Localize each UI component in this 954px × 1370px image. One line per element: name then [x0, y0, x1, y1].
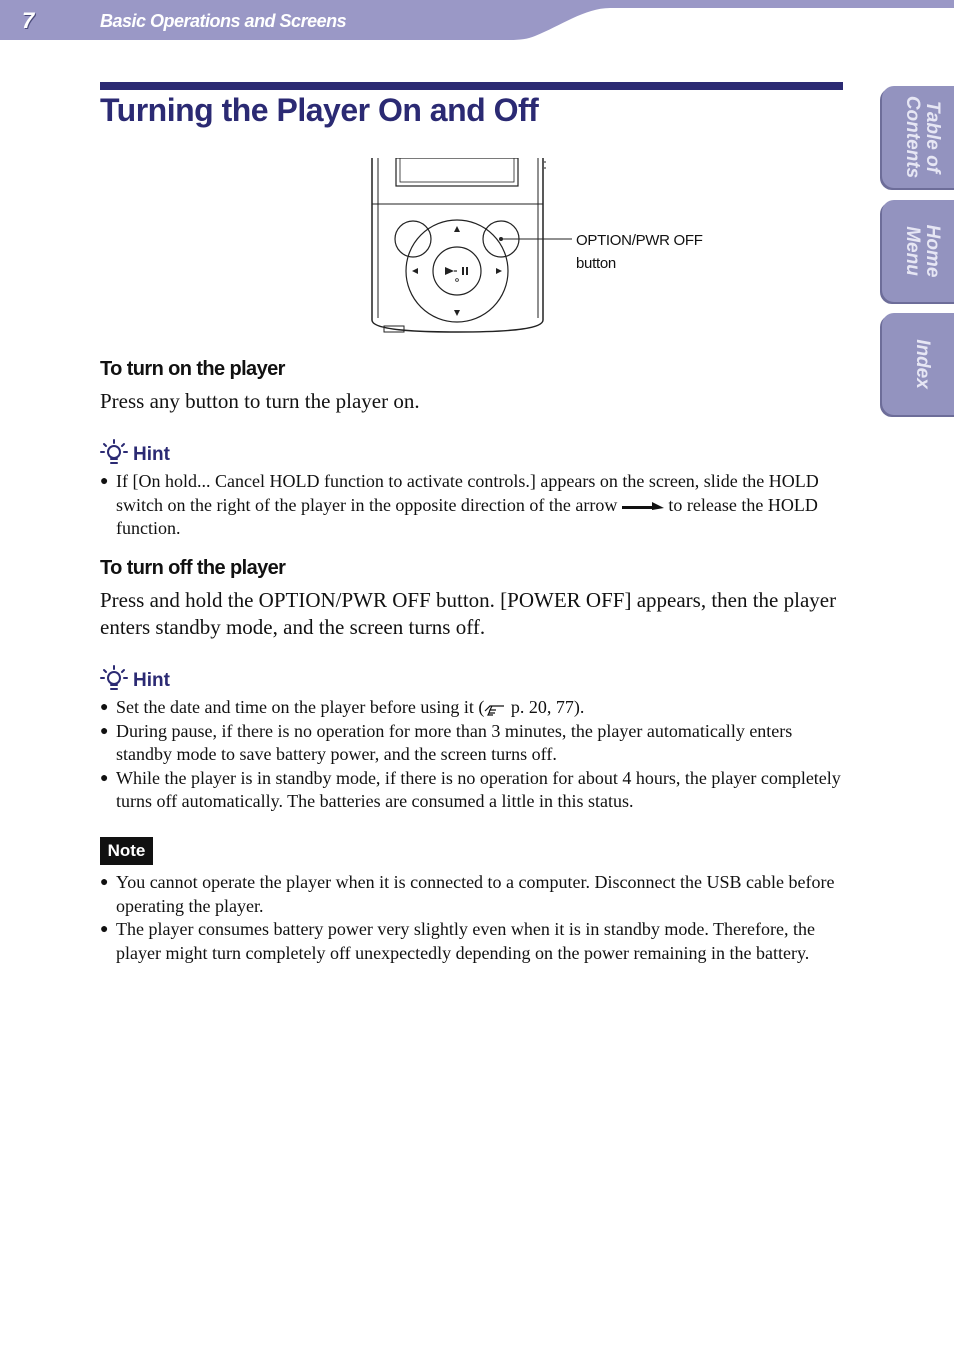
hint2-item-1-text-b: p. 20, 77). — [506, 697, 585, 717]
header-band — [0, 0, 954, 40]
list-item — [100, 918, 845, 965]
list-item — [100, 470, 845, 541]
bullet-icon: ● — [100, 770, 109, 786]
hint2-item-2-text: During pause, if there is no operation for more than 3 minutes, the player automatically enters standby mode to save battery power, and the screen turns off. — [116, 720, 793, 764]
page-number: 7 — [22, 8, 35, 33]
list-item — [100, 767, 845, 814]
pointing-hand-icon[interactable] — [484, 702, 506, 716]
tab-index[interactable] — [882, 313, 954, 415]
hint-label-1: Hint — [133, 444, 170, 465]
callout-line-1: OPTION/PWR OFF — [576, 232, 703, 249]
bullet-icon: ● — [100, 875, 109, 890]
turn-off-heading: To turn off the player — [100, 557, 286, 579]
hint-label-2: Hint — [133, 670, 170, 691]
turn-on-heading: To turn on the player — [100, 358, 285, 380]
callout-line-2: button — [576, 255, 616, 272]
bullet-icon: ● — [100, 723, 109, 739]
option-button-callout — [576, 229, 703, 275]
note-item-1-text: You cannot operate the player when it is connected to a computer. Disconnect the USB cable before operating the player. — [116, 872, 835, 916]
list-item — [100, 720, 845, 767]
hint2-item-3-text: While the player is in standby mode, if there is no operation for about 4 hours, the player completely turns off automatically. The batteries are consumed a little in this status. — [116, 767, 841, 811]
hint1-item-1-text-a: If [On hold... Cancel HOLD function to activate controls.] appears on the screen, slide the HOLD switch on the right of the player in the opposite direction of the arrow — [116, 471, 819, 515]
hint-list-1 — [100, 470, 845, 541]
turn-off-body: Press and hold the OPTION/PWR OFF button. [POWER OFF] appears, then the player enters standby mode, and the screen turns off. — [100, 588, 837, 639]
bullet-icon: ● — [100, 922, 109, 937]
tab-table-of-contents-label: Table of Contents — [902, 95, 943, 179]
note-list — [100, 871, 845, 965]
list-item — [100, 696, 845, 720]
page-title: Turning the Player On and Off — [100, 92, 539, 128]
bullet-icon: ● — [100, 474, 109, 489]
tab-home-menu[interactable] — [882, 200, 954, 302]
hint-list-2 — [100, 696, 845, 814]
lightbulb-icon — [100, 664, 128, 694]
tab-index-label: Index — [912, 339, 933, 389]
lightbulb-icon — [100, 438, 128, 468]
note-item-2-text: The player consumes battery power very slightly even when it is in standby mode. Therefore, the player might turn completely off unexpectedly depending on the power remaining in the battery. — [116, 919, 815, 963]
tab-home-menu-label: Home Menu — [902, 224, 943, 278]
title-rule — [100, 82, 843, 90]
hint2-item-1-text-a: Set the date and time on the player before using it ( — [116, 697, 485, 717]
hint-heading-1 — [100, 438, 170, 470]
bullet-icon: ● — [100, 700, 109, 715]
arrow-icon — [622, 500, 664, 512]
section-name: Basic Operations and Screens — [100, 11, 347, 31]
tab-table-of-contents[interactable] — [882, 86, 954, 188]
list-item — [100, 871, 845, 918]
turn-on-body: Press any button to turn the player on. — [100, 389, 420, 413]
hint-heading-2 — [100, 664, 170, 696]
hint1-item-1-text-b: to release the HOLD function. — [116, 494, 818, 538]
note-badge: Note — [100, 837, 153, 865]
